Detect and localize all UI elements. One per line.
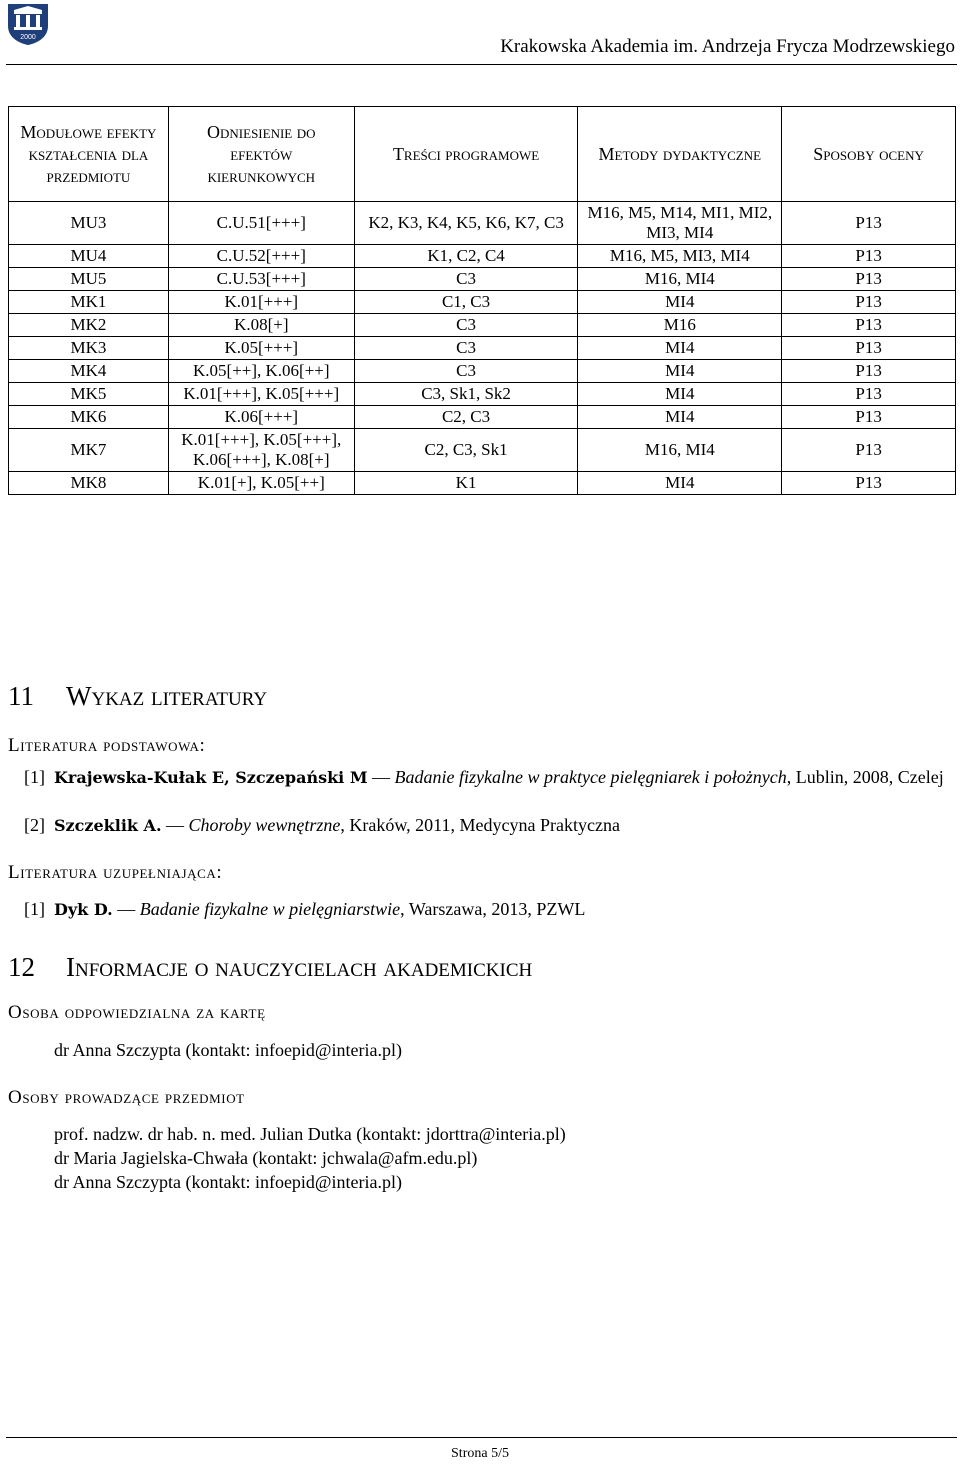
program-content-cell: C3 <box>354 337 578 360</box>
section-number: 11 <box>8 681 34 711</box>
column-header: Odniesienie do efektów kierunkowych <box>168 107 354 202</box>
teaching-methods-cell: MI4 <box>578 291 782 314</box>
program-content-cell: K2, K3, K4, K5, K6, K7, C3 <box>354 202 578 245</box>
outcome-code-cell: MU4 <box>9 245 169 268</box>
reference-dash: — <box>117 899 136 919</box>
table-row <box>9 291 956 314</box>
teaching-methods-cell: MI4 <box>578 360 782 383</box>
outcome-code-cell: MK1 <box>9 291 169 314</box>
reference-dash: — <box>372 767 391 787</box>
reference-item <box>24 765 954 790</box>
column-header: Sposoby oceny <box>782 107 956 202</box>
assessment-method-cell: P13 <box>782 360 956 383</box>
teaching-methods-cell: MI4 <box>578 383 782 406</box>
column-header: Modułowe efekty kształcenia dla przedmiotu <box>9 107 169 202</box>
program-outcome-ref-cell: C.U.53[+++] <box>168 268 354 291</box>
assessment-method-cell: P13 <box>782 472 956 495</box>
section-heading-teachers <box>8 952 532 983</box>
outcome-code-cell: MU3 <box>9 202 169 245</box>
assessment-method-cell: P13 <box>782 337 956 360</box>
teachers-heading: Osoby prowadzące przedmiot <box>8 1087 245 1108</box>
section-number: 12 <box>8 952 35 982</box>
teacher-item: dr Anna Szczypta (kontakt: infoepid@interia.pl) <box>54 1172 402 1192</box>
column-header: Treści programowe <box>354 107 578 202</box>
program-outcome-ref-cell: K.01[+++], K.05[+++] <box>168 383 354 406</box>
table-row <box>9 472 956 495</box>
program-content-cell: C3 <box>354 314 578 337</box>
reference-index: [1] <box>24 767 45 787</box>
assessment-method-cell: P13 <box>782 429 956 472</box>
teaching-methods-cell: M16, M5, MI3, MI4 <box>578 245 782 268</box>
reference-details: , Kraków, 2011, Medycyna Praktyczna <box>340 815 620 835</box>
footer-divider <box>6 1437 957 1438</box>
teaching-methods-cell: MI4 <box>578 406 782 429</box>
teaching-methods-cell: MI4 <box>578 337 782 360</box>
responsible-person-heading: Osoba odpowiedzialna za kartę <box>8 1002 266 1023</box>
program-outcome-ref-cell: K.08[+] <box>168 314 354 337</box>
reference-item <box>24 813 954 838</box>
reference-title: Badanie fizykalne w pielęgniarstwie <box>139 899 401 919</box>
table-row <box>9 406 956 429</box>
table-header-row <box>9 107 956 202</box>
reference-title: Choroby wewnętrzne <box>188 815 341 835</box>
section-heading-literature <box>8 681 267 712</box>
reference-authors: Krajewska-Kułak E, Szczepański M <box>54 768 368 787</box>
assessment-method-cell: P13 <box>782 406 956 429</box>
assessment-method-cell: P13 <box>782 202 956 245</box>
reference-item <box>24 897 954 922</box>
outcome-code-cell: MK7 <box>9 429 169 472</box>
program-outcome-ref-cell: C.U.51[+++] <box>168 202 354 245</box>
reference-title: Badanie fizykalne w praktyce pielęgniarek i położnych <box>394 767 787 787</box>
table-row <box>9 360 956 383</box>
program-outcome-ref-cell: K.05[+++] <box>168 337 354 360</box>
teaching-methods-cell: MI4 <box>578 472 782 495</box>
outcome-code-cell: MK5 <box>9 383 169 406</box>
column-header: Metody dydaktyczne <box>578 107 782 202</box>
section-title: Informacje o nauczycielach akademickich <box>66 952 533 982</box>
table-row <box>9 245 956 268</box>
table-row <box>9 202 956 245</box>
table-row <box>9 429 956 472</box>
outcome-code-cell: MU5 <box>9 268 169 291</box>
section-title: Wykaz literatury <box>66 681 268 711</box>
program-content-cell: C1, C3 <box>354 291 578 314</box>
program-content-cell: K1, C2, C4 <box>354 245 578 268</box>
table-row <box>9 268 956 291</box>
assessment-method-cell: P13 <box>782 291 956 314</box>
institution-name: Krakowska Akademia im. Andrzeja Frycza Modrzewskiego <box>500 36 955 57</box>
supplementary-literature-heading: Literatura uzupełniająca: <box>8 862 223 883</box>
outcome-code-cell: MK3 <box>9 337 169 360</box>
teaching-methods-cell: M16, M5, M14, MI1, MI2, MI3, MI4 <box>578 202 782 245</box>
learning-outcomes-table <box>8 106 956 495</box>
reference-authors: Dyk D. <box>54 900 113 919</box>
program-outcome-ref-cell: K.01[+++], K.05[+++], K.06[+++], K.08[+] <box>168 429 354 472</box>
reference-details: , Lublin, 2008, Czelej <box>786 767 944 787</box>
header-divider <box>6 64 957 65</box>
program-outcome-ref-cell: K.06[+++] <box>168 406 354 429</box>
assessment-method-cell: P13 <box>782 245 956 268</box>
table-row <box>9 337 956 360</box>
program-content-cell: C3, Sk1, Sk2 <box>354 383 578 406</box>
reference-details: , Warszawa, 2013, PZWL <box>400 899 586 919</box>
table-row <box>9 314 956 337</box>
teaching-methods-cell: M16, MI4 <box>578 268 782 291</box>
teacher-item: dr Maria Jagielska-Chwała (kontakt: jchwala@afm.edu.pl) <box>54 1148 478 1168</box>
program-outcome-ref-cell: C.U.52[+++] <box>168 245 354 268</box>
page-number: Strona 5/5 <box>451 1446 509 1461</box>
outcome-code-cell: MK6 <box>9 406 169 429</box>
reference-dash: — <box>166 815 185 835</box>
logo-year: 2000 <box>20 34 36 41</box>
assessment-method-cell: P13 <box>782 383 956 406</box>
program-content-cell: C2, C3 <box>354 406 578 429</box>
program-content-cell: C3 <box>354 268 578 291</box>
outcome-code-cell: MK8 <box>9 472 169 495</box>
program-content-cell: C3 <box>354 360 578 383</box>
table-body <box>9 202 956 495</box>
teaching-methods-cell: M16 <box>578 314 782 337</box>
program-outcome-ref-cell: K.05[++], K.06[++] <box>168 360 354 383</box>
assessment-method-cell: P13 <box>782 268 956 291</box>
reference-index: [1] <box>24 899 45 919</box>
teaching-methods-cell: M16, MI4 <box>578 429 782 472</box>
table-row <box>9 383 956 406</box>
responsible-person: dr Anna Szczypta (kontakt: infoepid@interia.pl) <box>54 1040 402 1060</box>
reference-authors: Szczeklik A. <box>54 816 162 835</box>
program-outcome-ref-cell: K.01[+], K.05[++] <box>168 472 354 495</box>
outcome-code-cell: MK2 <box>9 314 169 337</box>
assessment-method-cell: P13 <box>782 314 956 337</box>
program-content-cell: C2, C3, Sk1 <box>354 429 578 472</box>
reference-index: [2] <box>24 815 45 835</box>
program-content-cell: K1 <box>354 472 578 495</box>
basic-literature-heading: Literatura podstawowa: <box>8 735 206 756</box>
teacher-item: prof. nadzw. dr hab. n. med. Julian Dutka (kontakt: jdorttra@interia.pl) <box>54 1124 566 1144</box>
outcome-code-cell: MK4 <box>9 360 169 383</box>
program-outcome-ref-cell: K.01[+++] <box>168 291 354 314</box>
